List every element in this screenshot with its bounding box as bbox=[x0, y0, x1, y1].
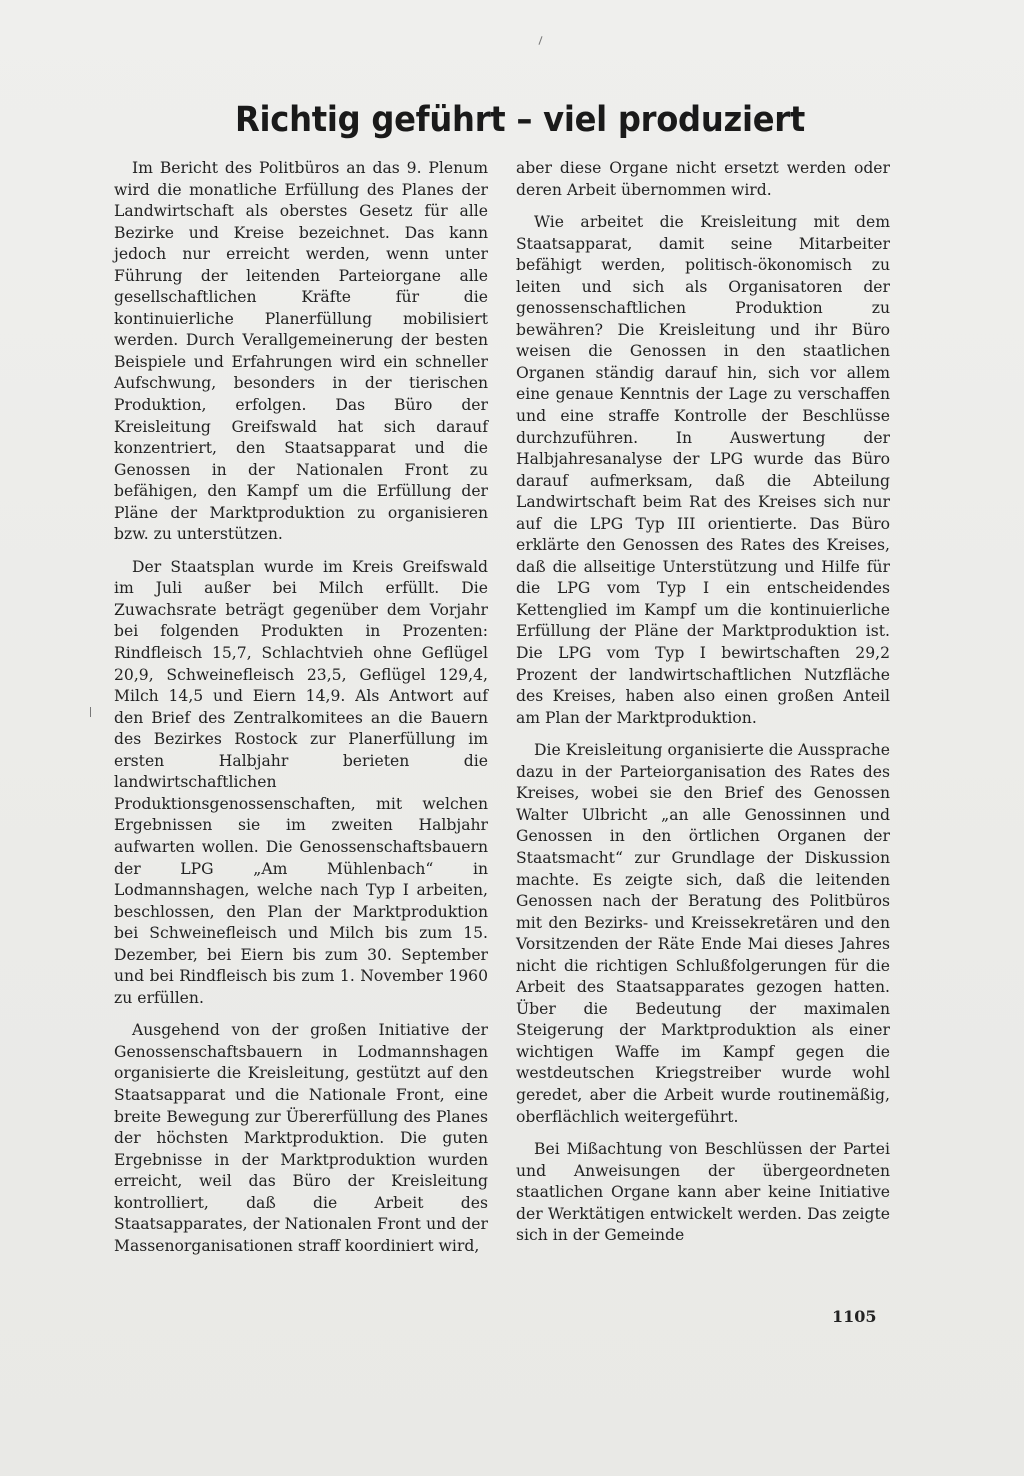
paragraph: Wie arbeitet die Kreisleitung mit dem Staatsapparat, damit seine Mitarbeiter befähigt werden, politisch-ökonomisch zu leiten und sich als Organisatoren der genossenschaftlichen Produktion zu bewähren? Die Kreisleitung und ihr Büro weisen die Genossen in den staatlichen Organen ständig darauf hin, sich vor allem eine genaue Kenntnis der Lage zu verschaffen und eine straffe Kontrolle der Beschlüsse durchzuführen. In Auswertung der Halbjahresanalyse der LPG wurde das Büro darauf aufmerksam, daß die Abteilung Landwirtschaft beim Rat des Kreises sich nur auf die LPG Typ III orientierte. Das Büro erklärte den Genossen des Rates des Kreises, daß die allseitige Unterstützung und Hilfe für die LPG vom Typ I ein entscheidendes Kettenglied im Kampf um die kontinuierliche Erfüllung der Pläne der Marktproduktion ist. Die LPG vom Typ I bewirtschaften 29,2 Prozent der landwirtschaftlichen Nutzfläche des Kreises, haben also einen großen Anteil am Plan der Marktproduktion. bbox=[516, 213, 890, 727]
paragraph: Der Staatsplan wurde im Kreis Greifswald im Juli außer bei Milch erfüllt. Die Zuwachsrate beträgt gegenüber dem Vorjahr bei folgenden Produkten in Prozenten: Rindfleisch 15,7, Schlachtvieh ohne Geflügel 20,9, Schweinefleisch 23,5, Geflügel 129,4, Milch 14,5 und Eiern 14,9. Als Antwort auf den Brief des Zentralkomitees an die Bauern des Bezirkes Rostock zur Planerfüllung im ersten Halbjahr berieten die landwirtschaftlichen Produktionsgenossenschaften, mit welchen Ergebnissen sie im zweiten Halbjahr aufwarten wollen. Die Genossenschaftsbauern der LPG „Am Mühlenbach“ in Lodmannshagen, welche nach Typ I arbeiten, beschlossen, den Plan der Marktproduktion bei Schweinefleisch und Milch bis zum 15. Dezember, bei Eiern bis zum 30. September und bei Rindfleisch bis zum 1. November 1960 zu erfüllen. bbox=[114, 557, 488, 1007]
right-column bbox=[516, 158, 890, 1258]
paragraph-continued: aber diese Organe nicht ersetzt werden oder deren Arbeit übernommen wird. bbox=[516, 159, 890, 199]
scan-speck bbox=[90, 707, 91, 717]
scan-speck bbox=[538, 36, 542, 45]
paragraph: Bei Mißachtung von Beschlüssen der Partei und Anweisungen der übergeordneten staatlichen Organe kann aber keine Initiative der Werktätigen entwickelt werden. Das zeigte sich in der Gemeinde bbox=[516, 1140, 890, 1245]
left-column bbox=[114, 158, 488, 1268]
article-title: Richtig geführt – viel produziert bbox=[235, 100, 805, 140]
paragraph: Im Bericht des Politbüros an das 9. Plenum wird die monatliche Erfüllung des Planes der Landwirtschaft als oberstes Gesetz für alle Bezirke und Kreise bezeichnet. Das kann jedoch nur erreicht werden, wenn unter Führung der leitenden Parteiorgane alle gesellschaftlichen Kräfte für die kontinuierliche Planerfüllung mobilisiert werden. Durch Verallgemeinerung der besten Beispiele und Erfahrungen wird ein schneller Aufschwung, besonders in der tierischen Produktion, erfolgen. Das Büro der Kreisleitung Greifswald hat sich darauf konzentriert, den Staatsapparat und die Genossen in der Nationalen Front zu befähigen, den Kampf um die Erfüllung der Pläne der Marktproduktion zu organisieren bzw. zu unterstützen. bbox=[114, 159, 488, 544]
paragraph: Ausgehend von der großen Initiative der Genossenschaftsbauern in Lodmannshagen organisierte die Kreisleitung, gestützt auf den Staatsapparat und die Nationale Front, eine breite Bewegung zur Übererfüllung des Planes der höchsten Marktproduktion. Die guten Ergebnisse in der Marktproduktion wurden erreicht, weil das Büro der Kreisleitung kontrolliert, daß die Arbeit des Staatsapparates, der Nationalen Front und der Massenorganisationen straff koordiniert wird, bbox=[114, 1021, 488, 1255]
paragraph: Die Kreisleitung organisierte die Aussprache dazu in der Parteiorganisation des Rates des Kreises, wobei sie den Brief des Genossen Walter Ulbricht „an alle Genossinnen und Genossen in den örtlichen Organen der Staatsmacht“ zur Grundlage der Diskussion machte. Es zeigte sich, daß die leitenden Genossen nach der Beratung des Politbüros mit den Bezirks- und Kreissekretären und den Vorsitzenden der Räte Ende Mai dieses Jahres nicht die richtigen Schlußfolgerungen für die Arbeit des Staatsapparates gezogen hatten. Über die Bedeutung der maximalen Steigerung der Marktproduktion als einer wichtigen Waffe im Kampf gegen die westdeutschen Kriegstreiber wurde wohl geredet, aber die Arbeit wurde routinemäßig, oberflächlich weitergeführt. bbox=[516, 741, 890, 1126]
page-number: 1105 bbox=[832, 1307, 877, 1326]
